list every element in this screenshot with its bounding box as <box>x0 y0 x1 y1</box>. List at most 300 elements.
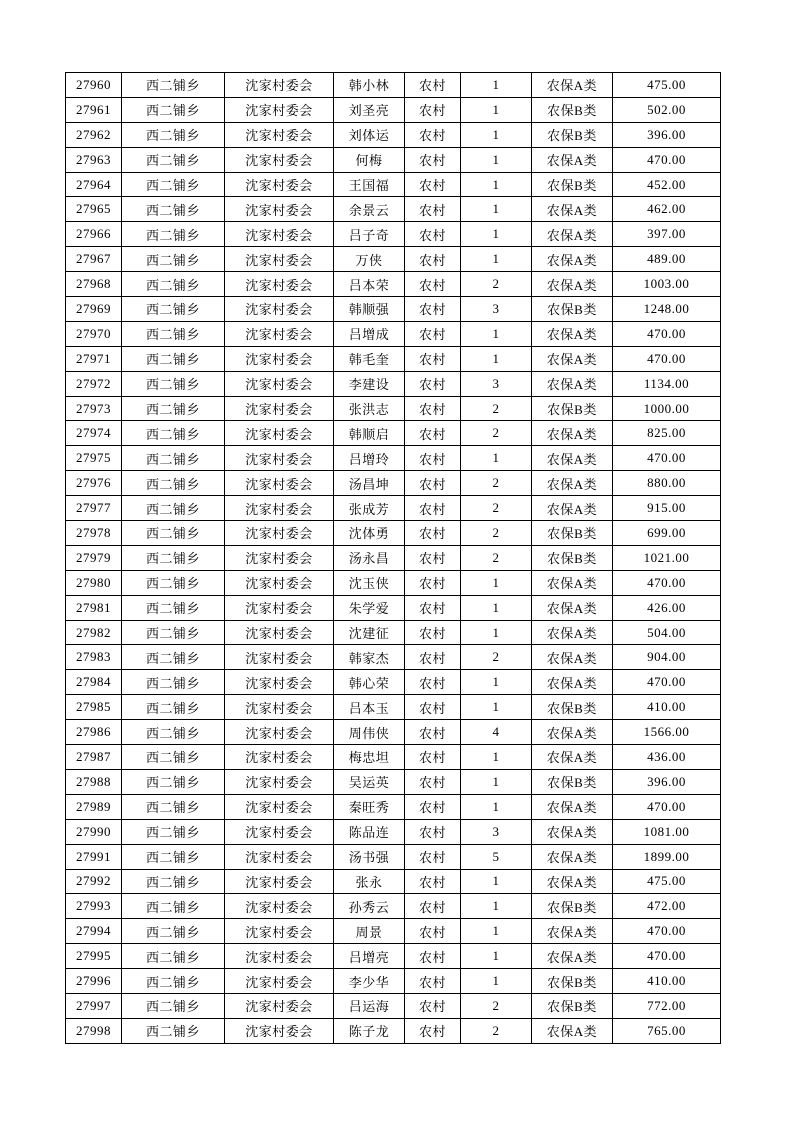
amount-cell: 489.00 <box>613 247 721 272</box>
village-committee-cell: 沈家村委会 <box>225 969 334 994</box>
amount-cell: 462.00 <box>613 197 721 222</box>
person-count-cell: 1 <box>461 147 532 172</box>
village-committee-cell: 沈家村委会 <box>225 919 334 944</box>
township-cell: 西二铺乡 <box>122 371 225 396</box>
amount-cell: 396.00 <box>613 122 721 147</box>
serial-number-cell: 27991 <box>66 844 122 869</box>
serial-number-cell: 27971 <box>66 346 122 371</box>
amount-cell: 699.00 <box>613 521 721 546</box>
insurance-category-cell: 农保A类 <box>532 346 613 371</box>
table-row <box>66 844 721 869</box>
amount-cell: 470.00 <box>613 919 721 944</box>
amount-cell: 470.00 <box>613 794 721 819</box>
person-count-cell: 2 <box>461 545 532 570</box>
insurance-category-cell: 农保A类 <box>532 446 613 471</box>
person-count-cell: 1 <box>461 321 532 346</box>
insurance-category-cell: 农保A类 <box>532 919 613 944</box>
person-name-cell: 吕增成 <box>334 321 405 346</box>
person-count-cell: 1 <box>461 446 532 471</box>
insurance-category-cell: 农保A类 <box>532 570 613 595</box>
township-cell: 西二铺乡 <box>122 695 225 720</box>
serial-number-cell: 27964 <box>66 172 122 197</box>
residence-type-cell: 农村 <box>405 122 461 147</box>
person-count-cell: 1 <box>461 73 532 98</box>
village-committee-cell: 沈家村委会 <box>225 720 334 745</box>
village-committee-cell: 沈家村委会 <box>225 993 334 1018</box>
village-committee-cell: 沈家村委会 <box>225 297 334 322</box>
serial-number-cell: 27979 <box>66 545 122 570</box>
person-count-cell: 1 <box>461 595 532 620</box>
serial-number-cell: 27997 <box>66 993 122 1018</box>
amount-cell: 410.00 <box>613 969 721 994</box>
amount-cell: 1081.00 <box>613 819 721 844</box>
insurance-category-cell: 农保A类 <box>532 720 613 745</box>
table-row <box>66 794 721 819</box>
person-count-cell: 1 <box>461 172 532 197</box>
residence-type-cell: 农村 <box>405 297 461 322</box>
person-count-cell: 1 <box>461 247 532 272</box>
amount-cell: 472.00 <box>613 894 721 919</box>
person-name-cell: 吕子奇 <box>334 222 405 247</box>
insurance-category-cell: 农保A类 <box>532 794 613 819</box>
village-committee-cell: 沈家村委会 <box>225 645 334 670</box>
amount-cell: 475.00 <box>613 73 721 98</box>
village-committee-cell: 沈家村委会 <box>225 496 334 521</box>
township-cell: 西二铺乡 <box>122 222 225 247</box>
amount-cell: 1021.00 <box>613 545 721 570</box>
township-cell: 西二铺乡 <box>122 819 225 844</box>
township-cell: 西二铺乡 <box>122 869 225 894</box>
township-cell: 西二铺乡 <box>122 346 225 371</box>
table-row <box>66 745 721 770</box>
township-cell: 西二铺乡 <box>122 521 225 546</box>
person-name-cell: 张洪志 <box>334 396 405 421</box>
table-row <box>66 197 721 222</box>
person-name-cell: 汤书强 <box>334 844 405 869</box>
village-committee-cell: 沈家村委会 <box>225 620 334 645</box>
amount-cell: 396.00 <box>613 769 721 794</box>
table-row <box>66 993 721 1018</box>
person-name-cell: 韩顺启 <box>334 421 405 446</box>
amount-cell: 410.00 <box>613 695 721 720</box>
insurance-category-cell: 农保B类 <box>532 172 613 197</box>
person-name-cell: 沈体勇 <box>334 521 405 546</box>
township-cell: 西二铺乡 <box>122 1018 225 1043</box>
amount-cell: 426.00 <box>613 595 721 620</box>
person-name-cell: 陈子龙 <box>334 1018 405 1043</box>
table-row <box>66 396 721 421</box>
person-name-cell: 何梅 <box>334 147 405 172</box>
insurance-category-cell: 农保A类 <box>532 496 613 521</box>
township-cell: 西二铺乡 <box>122 794 225 819</box>
village-committee-cell: 沈家村委会 <box>225 272 334 297</box>
person-count-cell: 2 <box>461 496 532 521</box>
insurance-category-cell: 农保B类 <box>532 769 613 794</box>
residence-type-cell: 农村 <box>405 321 461 346</box>
amount-cell: 1566.00 <box>613 720 721 745</box>
person-name-cell: 王国福 <box>334 172 405 197</box>
amount-cell: 880.00 <box>613 471 721 496</box>
table-row <box>66 545 721 570</box>
insurance-category-cell: 农保A类 <box>532 471 613 496</box>
insurance-category-cell: 农保A类 <box>532 595 613 620</box>
serial-number-cell: 27968 <box>66 272 122 297</box>
person-name-cell: 周景 <box>334 919 405 944</box>
serial-number-cell: 27974 <box>66 421 122 446</box>
person-count-cell: 1 <box>461 197 532 222</box>
person-count-cell: 2 <box>461 993 532 1018</box>
amount-cell: 504.00 <box>613 620 721 645</box>
insurance-category-cell: 农保B类 <box>532 122 613 147</box>
insurance-category-cell: 农保A类 <box>532 819 613 844</box>
serial-number-cell: 27978 <box>66 521 122 546</box>
residence-type-cell: 农村 <box>405 446 461 471</box>
person-name-cell: 李少华 <box>334 969 405 994</box>
township-cell: 西二铺乡 <box>122 73 225 98</box>
serial-number-cell: 27975 <box>66 446 122 471</box>
residence-type-cell: 农村 <box>405 670 461 695</box>
serial-number-cell: 27963 <box>66 147 122 172</box>
insurance-category-cell: 农保A类 <box>532 222 613 247</box>
village-committee-cell: 沈家村委会 <box>225 147 334 172</box>
person-name-cell: 李建设 <box>334 371 405 396</box>
person-name-cell: 吕本荣 <box>334 272 405 297</box>
person-name-cell: 韩顺强 <box>334 297 405 322</box>
person-count-cell: 1 <box>461 919 532 944</box>
residence-type-cell: 农村 <box>405 272 461 297</box>
residence-type-cell: 农村 <box>405 73 461 98</box>
amount-cell: 1899.00 <box>613 844 721 869</box>
residence-type-cell: 农村 <box>405 222 461 247</box>
person-name-cell: 韩家杰 <box>334 645 405 670</box>
amount-cell: 436.00 <box>613 745 721 770</box>
table-row <box>66 346 721 371</box>
person-name-cell: 汤永昌 <box>334 545 405 570</box>
insurance-category-cell: 农保B类 <box>532 521 613 546</box>
residence-type-cell: 农村 <box>405 97 461 122</box>
person-name-cell: 张成芳 <box>334 496 405 521</box>
amount-cell: 470.00 <box>613 346 721 371</box>
serial-number-cell: 27998 <box>66 1018 122 1043</box>
serial-number-cell: 27989 <box>66 794 122 819</box>
insurance-category-cell: 农保A类 <box>532 645 613 670</box>
residence-type-cell: 农村 <box>405 172 461 197</box>
person-count-cell: 1 <box>461 222 532 247</box>
amount-cell: 502.00 <box>613 97 721 122</box>
residence-type-cell: 农村 <box>405 794 461 819</box>
person-name-cell: 吕本玉 <box>334 695 405 720</box>
residence-type-cell: 农村 <box>405 645 461 670</box>
insurance-category-cell: 农保B类 <box>532 297 613 322</box>
person-name-cell: 刘圣亮 <box>334 97 405 122</box>
person-name-cell: 余景云 <box>334 197 405 222</box>
residence-type-cell: 农村 <box>405 471 461 496</box>
person-name-cell: 汤昌坤 <box>334 471 405 496</box>
table-row <box>66 769 721 794</box>
village-committee-cell: 沈家村委会 <box>225 471 334 496</box>
table-row <box>66 496 721 521</box>
village-committee-cell: 沈家村委会 <box>225 595 334 620</box>
village-committee-cell: 沈家村委会 <box>225 521 334 546</box>
township-cell: 西二铺乡 <box>122 894 225 919</box>
village-committee-cell: 沈家村委会 <box>225 794 334 819</box>
serial-number-cell: 27970 <box>66 321 122 346</box>
table-row <box>66 73 721 98</box>
township-cell: 西二铺乡 <box>122 919 225 944</box>
village-committee-cell: 沈家村委会 <box>225 172 334 197</box>
person-count-cell: 2 <box>461 471 532 496</box>
table-row <box>66 421 721 446</box>
insurance-category-cell: 农保A类 <box>532 670 613 695</box>
residence-type-cell: 农村 <box>405 570 461 595</box>
village-committee-cell: 沈家村委会 <box>225 421 334 446</box>
person-count-cell: 1 <box>461 97 532 122</box>
insurance-category-cell: 农保A类 <box>532 869 613 894</box>
township-cell: 西二铺乡 <box>122 321 225 346</box>
table-row <box>66 620 721 645</box>
table-row <box>66 122 721 147</box>
person-count-cell: 1 <box>461 122 532 147</box>
serial-number-cell: 27995 <box>66 944 122 969</box>
person-name-cell: 吴运英 <box>334 769 405 794</box>
person-count-cell: 1 <box>461 620 532 645</box>
table-row <box>66 944 721 969</box>
person-name-cell: 万侠 <box>334 247 405 272</box>
serial-number-cell: 27996 <box>66 969 122 994</box>
residence-type-cell: 农村 <box>405 894 461 919</box>
table-row <box>66 222 721 247</box>
serial-number-cell: 27990 <box>66 819 122 844</box>
township-cell: 西二铺乡 <box>122 247 225 272</box>
person-name-cell: 张永 <box>334 869 405 894</box>
residence-type-cell: 农村 <box>405 745 461 770</box>
village-committee-cell: 沈家村委会 <box>225 1018 334 1043</box>
person-count-cell: 2 <box>461 1018 532 1043</box>
serial-number-cell: 27994 <box>66 919 122 944</box>
residence-type-cell: 农村 <box>405 346 461 371</box>
village-committee-cell: 沈家村委会 <box>225 197 334 222</box>
residence-type-cell: 农村 <box>405 595 461 620</box>
township-cell: 西二铺乡 <box>122 446 225 471</box>
amount-cell: 452.00 <box>613 172 721 197</box>
person-count-cell: 1 <box>461 794 532 819</box>
person-count-cell: 1 <box>461 769 532 794</box>
person-name-cell: 周伟侠 <box>334 720 405 745</box>
person-count-cell: 2 <box>461 521 532 546</box>
person-count-cell: 1 <box>461 969 532 994</box>
village-committee-cell: 沈家村委会 <box>225 346 334 371</box>
table-row <box>66 869 721 894</box>
person-name-cell: 孙秀云 <box>334 894 405 919</box>
residence-type-cell: 农村 <box>405 247 461 272</box>
township-cell: 西二铺乡 <box>122 645 225 670</box>
amount-cell: 772.00 <box>613 993 721 1018</box>
person-name-cell: 沈建征 <box>334 620 405 645</box>
insurance-category-cell: 农保A类 <box>532 147 613 172</box>
insurance-category-cell: 农保A类 <box>532 1018 613 1043</box>
township-cell: 西二铺乡 <box>122 421 225 446</box>
residence-type-cell: 农村 <box>405 819 461 844</box>
person-name-cell: 吕增亮 <box>334 944 405 969</box>
township-cell: 西二铺乡 <box>122 620 225 645</box>
person-count-cell: 3 <box>461 297 532 322</box>
table-row <box>66 371 721 396</box>
insurance-category-cell: 农保A类 <box>532 371 613 396</box>
table-row <box>66 894 721 919</box>
village-committee-cell: 沈家村委会 <box>225 446 334 471</box>
person-name-cell: 陈品连 <box>334 819 405 844</box>
data-table <box>65 72 721 1044</box>
residence-type-cell: 农村 <box>405 919 461 944</box>
person-count-cell: 3 <box>461 819 532 844</box>
insurance-category-cell: 农保A类 <box>532 421 613 446</box>
village-committee-cell: 沈家村委会 <box>225 695 334 720</box>
person-name-cell: 朱学爱 <box>334 595 405 620</box>
township-cell: 西二铺乡 <box>122 197 225 222</box>
village-committee-cell: 沈家村委会 <box>225 745 334 770</box>
table-row <box>66 919 721 944</box>
amount-cell: 915.00 <box>613 496 721 521</box>
village-committee-cell: 沈家村委会 <box>225 570 334 595</box>
table-row <box>66 521 721 546</box>
serial-number-cell: 27980 <box>66 570 122 595</box>
township-cell: 西二铺乡 <box>122 396 225 421</box>
insurance-category-cell: 农保A类 <box>532 73 613 98</box>
serial-number-cell: 27967 <box>66 247 122 272</box>
insurance-category-cell: 农保B类 <box>532 396 613 421</box>
insurance-category-cell: 农保A类 <box>532 844 613 869</box>
person-count-cell: 2 <box>461 645 532 670</box>
insurance-category-cell: 农保A类 <box>532 197 613 222</box>
table-row <box>66 147 721 172</box>
person-count-cell: 1 <box>461 695 532 720</box>
insurance-category-cell: 农保A类 <box>532 745 613 770</box>
amount-cell: 397.00 <box>613 222 721 247</box>
table-row <box>66 1018 721 1043</box>
township-cell: 西二铺乡 <box>122 944 225 969</box>
village-committee-cell: 沈家村委会 <box>225 894 334 919</box>
person-count-cell: 5 <box>461 844 532 869</box>
amount-cell: 904.00 <box>613 645 721 670</box>
serial-number-cell: 27976 <box>66 471 122 496</box>
person-count-cell: 4 <box>461 720 532 745</box>
person-name-cell: 梅忠坦 <box>334 745 405 770</box>
township-cell: 西二铺乡 <box>122 272 225 297</box>
township-cell: 西二铺乡 <box>122 97 225 122</box>
residence-type-cell: 农村 <box>405 620 461 645</box>
amount-cell: 765.00 <box>613 1018 721 1043</box>
township-cell: 西二铺乡 <box>122 122 225 147</box>
insurance-category-cell: 农保B类 <box>532 894 613 919</box>
village-committee-cell: 沈家村委会 <box>225 222 334 247</box>
person-count-cell: 1 <box>461 894 532 919</box>
village-committee-cell: 沈家村委会 <box>225 944 334 969</box>
village-committee-cell: 沈家村委会 <box>225 396 334 421</box>
serial-number-cell: 27973 <box>66 396 122 421</box>
insurance-category-cell: 农保B类 <box>532 695 613 720</box>
amount-cell: 470.00 <box>613 670 721 695</box>
township-cell: 西二铺乡 <box>122 147 225 172</box>
residence-type-cell: 农村 <box>405 844 461 869</box>
village-committee-cell: 沈家村委会 <box>225 819 334 844</box>
residence-type-cell: 农村 <box>405 147 461 172</box>
table-row <box>66 97 721 122</box>
person-count-cell: 3 <box>461 371 532 396</box>
residence-type-cell: 农村 <box>405 521 461 546</box>
serial-number-cell: 27985 <box>66 695 122 720</box>
serial-number-cell: 27966 <box>66 222 122 247</box>
township-cell: 西二铺乡 <box>122 172 225 197</box>
insurance-category-cell: 农保B类 <box>532 97 613 122</box>
residence-type-cell: 农村 <box>405 993 461 1018</box>
insurance-category-cell: 农保B类 <box>532 545 613 570</box>
village-committee-cell: 沈家村委会 <box>225 247 334 272</box>
person-name-cell: 吕运海 <box>334 993 405 1018</box>
village-committee-cell: 沈家村委会 <box>225 73 334 98</box>
village-committee-cell: 沈家村委会 <box>225 97 334 122</box>
table-row <box>66 695 721 720</box>
amount-cell: 1248.00 <box>613 297 721 322</box>
serial-number-cell: 27977 <box>66 496 122 521</box>
serial-number-cell: 27960 <box>66 73 122 98</box>
table-row <box>66 595 721 620</box>
township-cell: 西二铺乡 <box>122 471 225 496</box>
township-cell: 西二铺乡 <box>122 670 225 695</box>
insurance-category-cell: 农保B类 <box>532 969 613 994</box>
table-row <box>66 819 721 844</box>
residence-type-cell: 农村 <box>405 371 461 396</box>
insurance-category-cell: 农保A类 <box>532 620 613 645</box>
person-count-cell: 1 <box>461 869 532 894</box>
person-count-cell: 2 <box>461 421 532 446</box>
table-row <box>66 297 721 322</box>
amount-cell: 470.00 <box>613 147 721 172</box>
table-row <box>66 247 721 272</box>
serial-number-cell: 27983 <box>66 645 122 670</box>
insurance-category-cell: 农保B类 <box>532 993 613 1018</box>
residence-type-cell: 农村 <box>405 197 461 222</box>
township-cell: 西二铺乡 <box>122 720 225 745</box>
village-committee-cell: 沈家村委会 <box>225 321 334 346</box>
serial-number-cell: 27987 <box>66 745 122 770</box>
village-committee-cell: 沈家村委会 <box>225 670 334 695</box>
person-name-cell: 韩小林 <box>334 73 405 98</box>
person-count-cell: 2 <box>461 396 532 421</box>
table-row <box>66 471 721 496</box>
village-committee-cell: 沈家村委会 <box>225 844 334 869</box>
amount-cell: 470.00 <box>613 321 721 346</box>
person-name-cell: 韩心荣 <box>334 670 405 695</box>
table-row <box>66 670 721 695</box>
insurance-category-cell: 农保A类 <box>532 944 613 969</box>
residence-type-cell: 农村 <box>405 769 461 794</box>
table-row <box>66 172 721 197</box>
township-cell: 西二铺乡 <box>122 545 225 570</box>
table-row <box>66 570 721 595</box>
township-cell: 西二铺乡 <box>122 844 225 869</box>
residence-type-cell: 农村 <box>405 1018 461 1043</box>
person-count-cell: 1 <box>461 346 532 371</box>
serial-number-cell: 27984 <box>66 670 122 695</box>
amount-cell: 470.00 <box>613 570 721 595</box>
residence-type-cell: 农村 <box>405 869 461 894</box>
serial-number-cell: 27982 <box>66 620 122 645</box>
serial-number-cell: 27965 <box>66 197 122 222</box>
table-row <box>66 645 721 670</box>
serial-number-cell: 27981 <box>66 595 122 620</box>
township-cell: 西二铺乡 <box>122 496 225 521</box>
amount-cell: 470.00 <box>613 944 721 969</box>
